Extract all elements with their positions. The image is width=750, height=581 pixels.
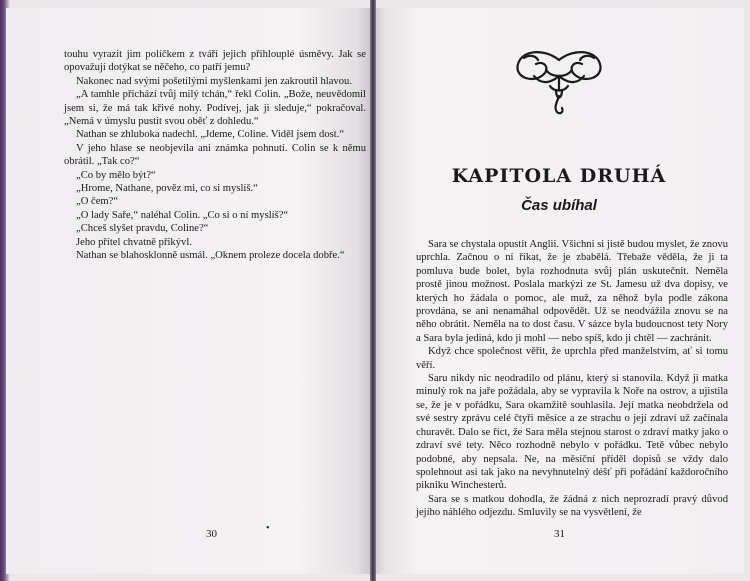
paragraph: „Co by mělo být?“ xyxy=(76,169,156,181)
left-page xyxy=(6,8,372,574)
paragraph: „O lady Saře,“ naléhal Colin. „Co si o ní myslíš?“ xyxy=(76,209,289,221)
paragraph: Když chce společnost věřit, že uprchla před manželstvím, ať si tomu věří. xyxy=(416,346,728,371)
paragraph: „Hrome, Nathane, pověz mi, co si myslíš.“ xyxy=(76,183,258,195)
right-page-number: 31 xyxy=(554,528,565,540)
paragraph: V jeho hlase se neobjevila ani známka pohnutí. Colin se k němu obrátil. „Tak co?“ xyxy=(64,142,366,168)
left-page-body-text xyxy=(64,48,366,263)
paragraph: „O čem?“ xyxy=(76,196,119,208)
paragraph: Sara se s matkou dohodla, že žádná z nich neprozradí pravý důvod jejího náhlého odjezdu. Smluvily se na vysvětlení, že xyxy=(416,493,728,519)
right-page-body-text xyxy=(416,238,728,520)
left-page-number: 30 xyxy=(206,528,217,540)
paragraph: Nakonec nad svými pošetilými myšlenkami jen zakroutil hlavou. xyxy=(76,75,352,87)
paragraph: Jeho přítel chvatně přikývl. xyxy=(76,236,192,248)
paragraph: touhu vyrazit jim políčkem z tváří jejich přihlouplé úsměvy. Jak se opovažují dotýkat se něčeho, co patří jemu? xyxy=(64,49,366,74)
right-page xyxy=(374,8,744,574)
stray-mark: • xyxy=(266,523,270,534)
chapter-title: KAPITOLA DRUHÁ xyxy=(451,165,667,187)
chapter-ornament-icon xyxy=(504,46,614,118)
chapter-subtitle: Čas ubíhal xyxy=(521,197,597,214)
paragraph: Nathan se blahosklonně usmál. „Oknem proleze docela dobře.“ xyxy=(76,250,345,262)
paragraph: Nathan se zhluboka nadechl. „Jdeme, Coline. Viděl jsem dost.“ xyxy=(76,129,345,141)
paragraph: Sara se chystala opustit Anglii. Všichni si jistě budou myslet, že znovu uprchla. Začnou o ní říkat, že je zbabělá. Třebaže věděla, že ji ta pomluva bude bolet, byla rozhodnuta svůj plán uskutečnit. Neměla prostě jinou možnost. Poslala markýzi ze St. Jamesu už dva dopisy, ve kterých ho žádala o pomoc, ale muž, za něhož byla podle zákona provdána, se ani nenamáhal odpovědět. Už se neodvážila znovu se na něho obrátit. Neměla na to dost času. V sázce byla budoucnost tety Nory a Sara byla jediná, kdo ji mohl — nebo spíš, kdo ji chtěl — zachránit. xyxy=(416,239,728,344)
book-gutter xyxy=(370,0,376,581)
paragraph: Saru nikdy nic neodradilo od plánu, který si stanovila. Když ji matka minulý rok na jaře požádala, aby se vypravila k Noře na ostrov, a ujistila se, že je v pořádku, Sara okamžitě souhlasila. Její matka neobdržela od své sestry zprávu celé čtyři měsíce a ze strachu o její zdraví už začínala churavět. Dalo se říct, že Sara měla stejnou starost o zdraví matky jako o zdraví své tety. Něco rozhodně nebylo v pořádku. Tetě vůbec nebylo podobné, aby nepsala. Ne, na měsíční příděl dopisů se vždy dalo spolehnout asi tak jako na nevyhnutelný déšť při pořádání každoročního pikniku Winchesterů. xyxy=(416,373,728,492)
paragraph: „A tamhle přichází tvůj milý tchán,“ řekl Colin. „Bože, neuvědomil jsem si, že má tak křivé nohy. Podívej, jak ji sleduje,“ pokračoval. „Nemá v úmyslu pustit svou oběť z dohledu.“ xyxy=(64,89,366,128)
paragraph: „Chceš slyšet pravdu, Coline?“ xyxy=(76,223,209,235)
